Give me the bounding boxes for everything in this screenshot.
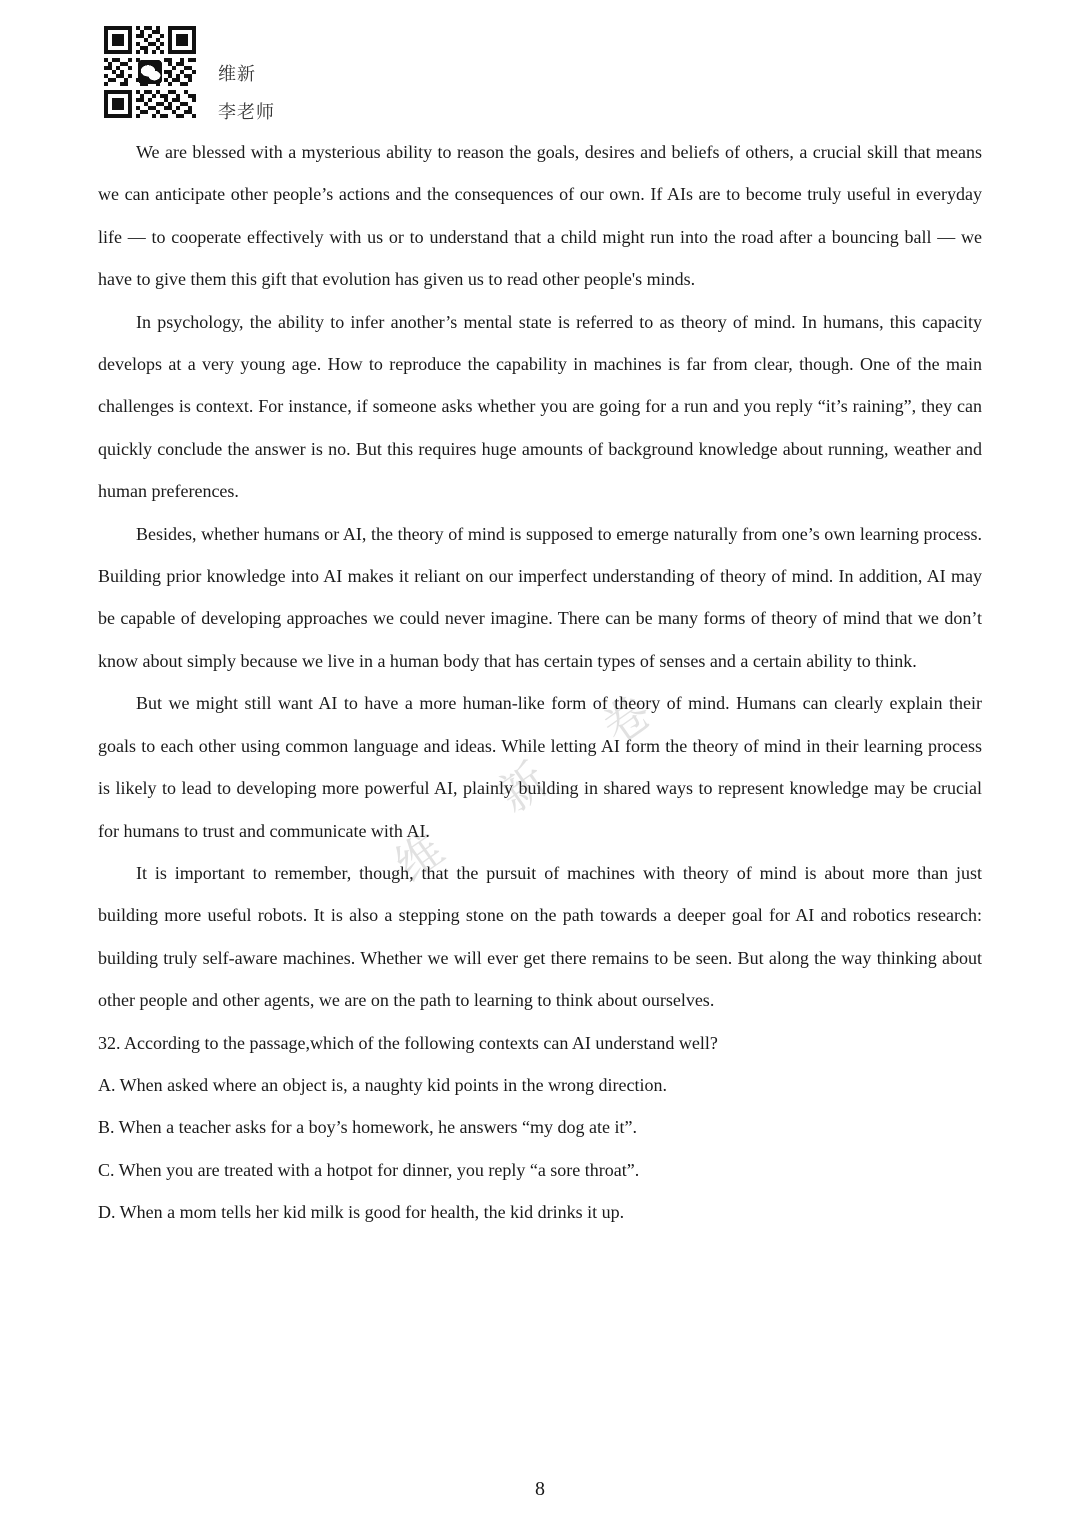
wechat-qr-code-icon — [104, 26, 196, 118]
reading-passage — [98, 131, 982, 1234]
watermark-char: 新 — [488, 752, 558, 823]
passage-paragraph: It is important to remember, though, that the pursuit of machines with theory of mind is about more than just building more useful robots. It is also a stepping stone on the path towards a deeper goal for AI and robotics research: building truly self-aware machines. Whether we will ever get there remains to be seen. But along the way thinking about other people and other agents, we are on the path to learning to think about ourselves. — [98, 862, 982, 1011]
question-stem: 32. According to the passage,which of the following contexts can AI understand well? — [98, 1032, 718, 1053]
answer-option-d: D. When a mom tells her kid milk is good for health, the kid drinks it up. — [98, 1202, 625, 1223]
answer-option-c: C. When you are treated with a hotpot for dinner, you reply “a sore throat”. — [98, 1159, 640, 1180]
brand-name: 维新 — [218, 64, 256, 85]
teacher-name: 李老师 — [218, 102, 275, 123]
watermark-char: 卷 — [592, 684, 662, 755]
page-number: 8 — [535, 1478, 545, 1500]
watermark-char: 维 — [385, 822, 455, 893]
answer-option-a: A. When asked where an object is, a naughty kid points in the wrong direction. — [98, 1074, 668, 1095]
passage-paragraph: Besides, whether humans or AI, the theory of mind is supposed to emerge naturally from one’s own learning process. Building prior knowledge into AI makes it reliant on our imperfect understanding of theory of mind. In addition, AI may be capable of developing approaches we could never imagine. There can be many forms of theory of mind that we don’t know about simply because we live in a human body that has certain types of senses and a certain ability to think. — [98, 523, 982, 671]
answer-option-b: B. When a teacher asks for a boy’s homework, he answers “my dog ate it”. — [98, 1117, 637, 1138]
passage-paragraph: We are blessed with a mysterious ability to reason the goals, desires and beliefs of others, a crucial skill that means we can anticipate other people’s actions and the consequences of our own. If AIs are to become truly useful in everyday life — to cooperate effectively with us or to understand that a child might run into the road after a bouncing ball — we have to give them this gift that evolution has given us to read other people's minds. — [98, 142, 982, 290]
passage-paragraph: In psychology, the ability to infer another’s mental state is referred to as theory of mind. In humans, this capacity develops at a very young age. How to reproduce the capability in machines is far from clear, though. One of the main challenges is context. For instance, if someone asks whether you are going for a run and you reply “it’s raining”, they can quickly conclude the answer is no. But this requires huge amounts of background knowledge about running, weather and human preferences. — [98, 311, 982, 502]
question-block — [98, 1022, 982, 1234]
passage-paragraph: But we might still want AI to have a more human-like form of theory of mind. Humans can clearly explain their goals to each other using common language and ideas. While letting AI form the theory of mind in their learning process is likely to lead to developing more powerful AI, plainly building in shared ways to represent knowledge may be crucial for humans to trust and communicate with AI. — [98, 693, 982, 841]
